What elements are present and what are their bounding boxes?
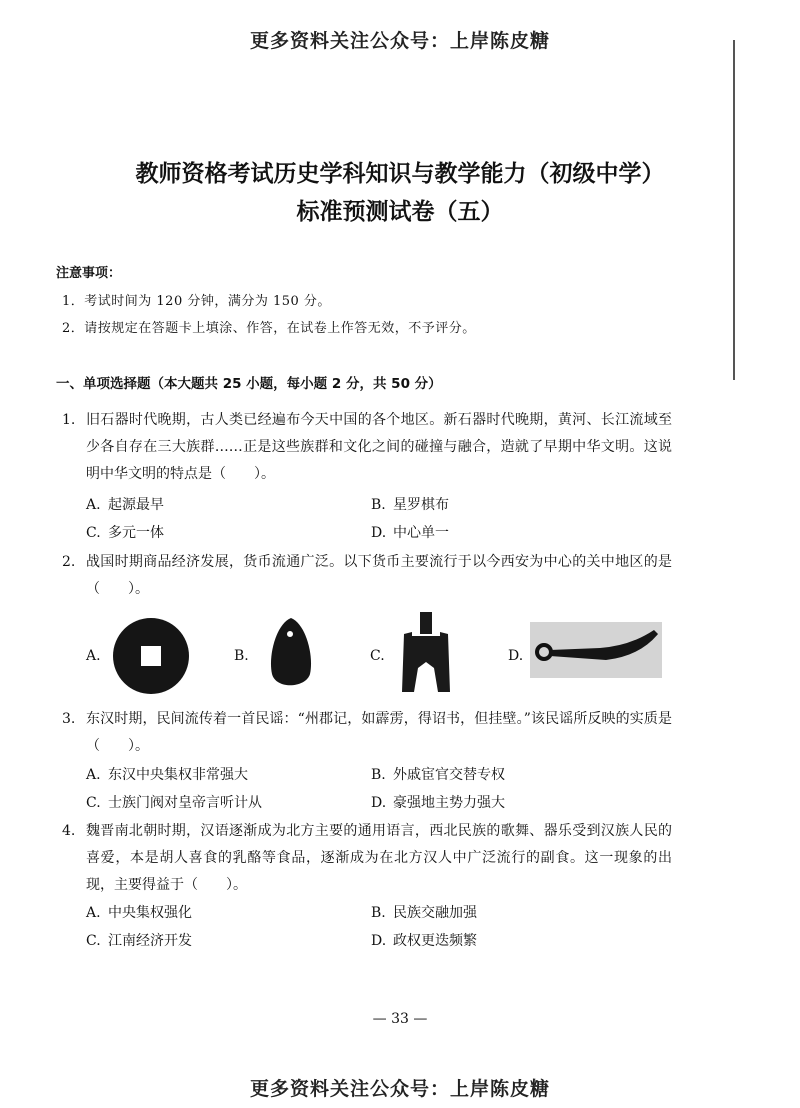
notice-item: 2．请按规定在答题卡上填涂、作答，在试卷上作答无效，不予评分。 xyxy=(62,321,476,336)
option-text: 多元一体 xyxy=(108,525,164,541)
option-text: 中央集权强化 xyxy=(108,905,192,921)
watermark-bottom: 更多资料关注公众号：上岸陈皮糖 xyxy=(249,1078,550,1100)
question-stem: 东汉时期，民间流传着一首民谣：“州郡记，如霹雳，得诏书，但挂壁。”该民谣所反映的实质是（ ）。 xyxy=(86,711,672,754)
option-d xyxy=(371,792,505,812)
coin-options xyxy=(86,610,676,700)
ant-nose-coin-icon xyxy=(266,616,316,692)
question-stem: 旧石器时代晚期，古人类已经遍布今天中国的各个地区。新石器时代晚期，黄河、长江流域至少各自存在三大族群……正是这些族群和文化之间的碰撞与融合，造就了早期中华文明。这说明中华文明的特点是（ ）。 xyxy=(86,412,672,482)
option-label: C. xyxy=(86,525,101,541)
option-d xyxy=(371,930,477,950)
exam-subtitle: 标准预测试卷（五） xyxy=(296,198,504,225)
section-title: 一、单项选择题（本大题共 25 小题，每小题 2 分，共 50 分） xyxy=(56,376,442,392)
option-text: 起源最早 xyxy=(108,497,164,513)
option-label: C. xyxy=(370,648,385,664)
question-2 xyxy=(62,549,672,603)
option-text: 士族门阀对皇帝言听计从 xyxy=(108,795,262,811)
question-number: 3. xyxy=(62,711,76,727)
option-text: 中心单一 xyxy=(393,525,449,541)
option-label: D. xyxy=(371,933,387,949)
option-label: B. xyxy=(371,497,386,513)
option-a xyxy=(86,494,164,514)
option-label: D. xyxy=(371,525,387,541)
spade-coin-icon xyxy=(398,610,454,696)
option-label: A. xyxy=(86,905,101,921)
option-text: 豪强地主势力强大 xyxy=(393,795,505,811)
page-number: — 33 — xyxy=(372,1011,428,1027)
question-stem: 战国时期商品经济发展，货币流通广泛。以下货币主要流行于以今西安为中心的关中地区的是（ ）。 xyxy=(86,554,672,597)
question-1 xyxy=(62,407,672,488)
option-text: 外戚宦官交替专权 xyxy=(393,767,505,783)
watermark-top: 更多资料关注公众号：上岸陈皮糖 xyxy=(249,30,550,52)
option-label: B. xyxy=(234,648,249,664)
option-label: C. xyxy=(86,933,101,949)
notice-item: 1．考试时间为 120 分钟，满分为 150 分。 xyxy=(62,294,331,309)
notice-heading: 注意事项： xyxy=(56,266,122,281)
option-label: A. xyxy=(86,767,101,783)
option-label: D. xyxy=(508,648,524,664)
knife-coin-icon xyxy=(530,622,662,678)
question-4 xyxy=(62,818,672,899)
option-b xyxy=(371,494,449,514)
question-number: 4. xyxy=(62,823,76,839)
option-text: 江南经济开发 xyxy=(108,933,192,949)
option-c xyxy=(86,930,192,950)
option-label: A. xyxy=(86,648,101,664)
round-coin-icon xyxy=(111,616,191,696)
option-label: D. xyxy=(371,795,387,811)
option-text: 民族交融加强 xyxy=(393,905,477,921)
option-d xyxy=(371,522,449,542)
option-text: 星罗棋布 xyxy=(393,497,449,513)
option-text: 东汉中央集权非常强大 xyxy=(108,767,248,783)
option-c xyxy=(86,522,164,542)
option-label: A. xyxy=(86,497,101,513)
option-b xyxy=(371,764,505,784)
option-text: 政权更迭频繁 xyxy=(393,933,477,949)
question-number: 1. xyxy=(62,412,76,428)
option-label: C. xyxy=(86,795,101,811)
option-label: B. xyxy=(371,905,386,921)
option-c xyxy=(86,792,262,812)
question-stem: 魏晋南北朝时期，汉语逐渐成为北方主要的通用语言，西北民族的歌舞、器乐受到汉族人民的喜爱，本是胡人喜食的乳酪等食品，逐渐成为在北方汉人中广泛流行的副食。这一现象的出现，主要得益于（ ）。 xyxy=(86,823,672,893)
exam-title: 教师资格考试历史学科知识与教学能力（初级中学） xyxy=(135,160,665,187)
option-a xyxy=(86,902,192,922)
question-3 xyxy=(62,706,672,760)
option-a xyxy=(86,764,248,784)
option-label: B. xyxy=(371,767,386,783)
option-b xyxy=(371,902,477,922)
question-number: 2. xyxy=(62,554,76,570)
